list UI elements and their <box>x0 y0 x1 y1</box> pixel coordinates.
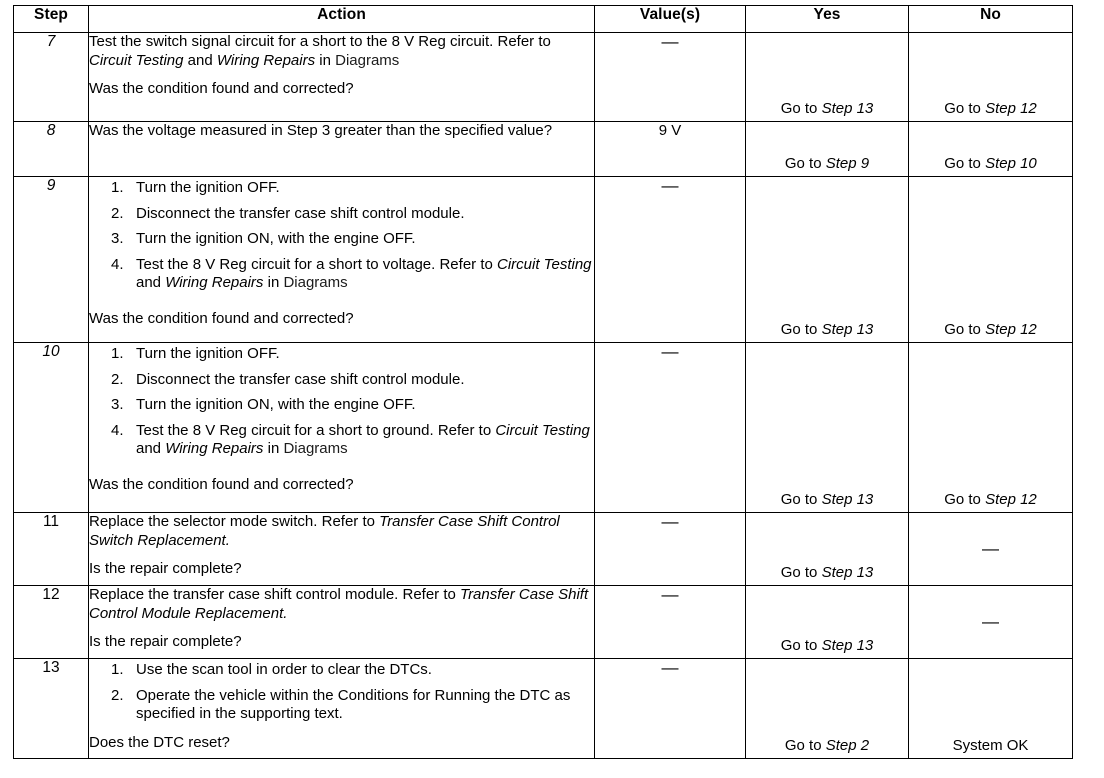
no-cell <box>909 33 1073 122</box>
yes-action <box>746 737 908 754</box>
table-header-row <box>14 6 1073 33</box>
action-text <box>89 659 595 759</box>
no-cell <box>909 343 1073 513</box>
no-action: — <box>982 539 999 558</box>
action-question: Was the condition found and corrected? <box>89 475 354 493</box>
action-text <box>89 513 595 586</box>
goto-label: Go to <box>944 100 986 117</box>
yes-action <box>746 637 908 654</box>
action-step-list <box>89 345 594 459</box>
value-cell <box>595 343 746 513</box>
table-row <box>14 659 1073 759</box>
value-text: — <box>661 512 679 531</box>
document-section-name: Diagrams <box>335 51 400 69</box>
action-step-list <box>89 661 594 724</box>
goto-label: Go to <box>780 100 822 117</box>
action-text-mid: and <box>183 51 217 69</box>
document-section-name: Diagrams <box>283 274 348 291</box>
value-text: 9 V <box>658 122 682 139</box>
column-header-yes: Yes <box>746 6 909 33</box>
step-number: 8 <box>14 122 89 177</box>
yes-cell <box>746 659 909 759</box>
reference-title: Circuit Testing <box>495 421 590 439</box>
column-header-values: Value(s) <box>595 6 746 33</box>
column-header-no: No <box>909 6 1073 33</box>
reference-title: Wiring Repairs <box>216 51 316 69</box>
no-action <box>909 155 1072 172</box>
yes-cell <box>746 177 909 343</box>
goto-label: Go to <box>784 737 826 754</box>
action-question: Was the voltage measured in Step 3 greater than the specified value? <box>89 122 553 139</box>
step-number: 9 <box>14 177 89 343</box>
reference-title: Wiring Repairs <box>165 440 264 457</box>
list-item-mid: and <box>136 274 166 291</box>
list-item: Disconnect the transfer case shift control module. <box>136 370 465 388</box>
table-row <box>14 177 1073 343</box>
goto-step-target: Step 12 <box>985 491 1037 508</box>
goto-step-target: Step 12 <box>985 100 1037 117</box>
action-question: Was the condition found and corrected? <box>89 80 354 97</box>
goto-label: Go to <box>944 321 986 338</box>
action-text-tail: in <box>315 51 336 69</box>
table-row <box>14 122 1073 177</box>
no-action: System OK <box>952 737 1029 754</box>
action-text <box>89 122 595 177</box>
goto-label: Go to <box>780 491 822 508</box>
value-cell <box>595 122 746 177</box>
table-row <box>14 343 1073 513</box>
action-question: Was the condition found and corrected? <box>89 309 354 327</box>
action-question: Does the DTC reset? <box>89 733 230 751</box>
diagnostic-procedure-table <box>13 5 1073 759</box>
list-item: Turn the ignition OFF. <box>136 179 280 196</box>
reference-title: Transfer Case Shift Control Module Replacement. <box>89 586 589 622</box>
goto-step-target: Step 10 <box>985 155 1037 172</box>
list-item: Disconnect the transfer case shift control module. <box>136 204 465 222</box>
reference-title: Circuit Testing <box>497 255 592 273</box>
step-number: 7 <box>14 33 89 122</box>
value-cell <box>595 586 746 659</box>
value-cell <box>595 513 746 586</box>
value-text: — <box>661 32 679 51</box>
step-number: 10 <box>14 343 89 513</box>
step-number: 13 <box>14 659 89 759</box>
value-text: — <box>661 658 679 677</box>
value-text: — <box>661 176 679 195</box>
value-text: — <box>661 585 679 604</box>
no-action: — <box>982 612 999 631</box>
goto-label: Go to <box>780 564 822 581</box>
no-action <box>909 491 1072 508</box>
goto-step-target: Step 12 <box>985 321 1037 338</box>
action-question: Is the repair complete? <box>89 560 242 577</box>
goto-label: Go to <box>944 491 986 508</box>
goto-label: Go to <box>780 321 822 338</box>
step-number: 11 <box>14 513 89 586</box>
action-question: Is the repair complete? <box>89 633 242 650</box>
reference-title: Circuit Testing <box>89 51 184 69</box>
goto-step-target: Step 13 <box>821 564 874 581</box>
table-row <box>14 33 1073 122</box>
action-text-lead: Replace the transfer case shift control module. Refer to <box>89 586 461 603</box>
list-item-lead: Test the 8 V Reg circuit for a short to voltage. Refer to <box>136 255 498 273</box>
list-item-lead: Test the 8 V Reg circuit for a short to ground. Refer to <box>136 421 496 439</box>
action-text <box>89 33 595 122</box>
list-item: Turn the ignition OFF. <box>136 345 280 362</box>
action-text-lead: Replace the selector mode switch. Refer to <box>89 513 380 530</box>
table-row <box>14 586 1073 659</box>
action-paragraph <box>89 513 594 550</box>
list-item: Turn the ignition ON, with the engine OFF. <box>136 230 416 247</box>
goto-label: Go to <box>780 637 822 654</box>
list-item: Use the scan tool in order to clear the DTCs. <box>136 661 432 678</box>
column-header-step: Step <box>14 6 89 33</box>
action-paragraph <box>89 33 594 70</box>
goto-step-target: Step 13 <box>821 637 874 654</box>
goto-step-target: Step 13 <box>821 100 874 117</box>
column-header-action: Action <box>89 6 595 33</box>
action-paragraph <box>89 586 594 623</box>
yes-action <box>746 491 908 508</box>
action-text-lead: Test the switch signal circuit for a short to the 8 V Reg circuit. Refer to <box>89 33 551 50</box>
yes-action <box>746 564 908 581</box>
goto-label: Go to <box>944 155 986 172</box>
yes-action <box>746 100 908 117</box>
no-action <box>909 100 1072 117</box>
yes-cell <box>746 586 909 659</box>
action-text <box>89 177 595 343</box>
list-item-mid: and <box>136 440 166 457</box>
table-row <box>14 513 1073 586</box>
step-number: 12 <box>14 586 89 659</box>
yes-cell <box>746 33 909 122</box>
list-item: Operate the vehicle within the Conditions for Running the DTC as specified in the supporting text. <box>136 686 571 722</box>
yes-cell <box>746 343 909 513</box>
reference-title: Transfer Case Shift Control Switch Replacement. <box>89 513 560 549</box>
yes-cell <box>746 122 909 177</box>
yes-cell <box>746 513 909 586</box>
no-cell <box>909 177 1073 343</box>
reference-title: Wiring Repairs <box>165 274 264 291</box>
no-action <box>909 321 1072 338</box>
no-cell <box>909 122 1073 177</box>
goto-step-target: Step 9 <box>825 155 870 172</box>
value-text: — <box>661 342 679 361</box>
list-item-tail: in <box>263 440 284 457</box>
action-text <box>89 586 595 659</box>
document-section-name: Diagrams <box>283 440 348 457</box>
list-item <box>89 256 594 293</box>
no-cell <box>909 586 1073 659</box>
action-step-list <box>89 179 594 293</box>
value-cell <box>595 177 746 343</box>
action-text <box>89 343 595 513</box>
yes-action <box>746 321 908 338</box>
goto-step-target: Step 13 <box>821 321 874 338</box>
list-item: Turn the ignition ON, with the engine OFF. <box>136 396 416 413</box>
list-item <box>89 422 594 459</box>
goto-step-target: Step 2 <box>825 737 870 754</box>
value-cell <box>595 33 746 122</box>
goto-label: Go to <box>784 155 826 172</box>
no-cell <box>909 659 1073 759</box>
no-cell <box>909 513 1073 586</box>
list-item-tail: in <box>263 274 284 291</box>
value-cell <box>595 659 746 759</box>
goto-step-target: Step 13 <box>821 491 874 508</box>
yes-action <box>746 155 908 172</box>
